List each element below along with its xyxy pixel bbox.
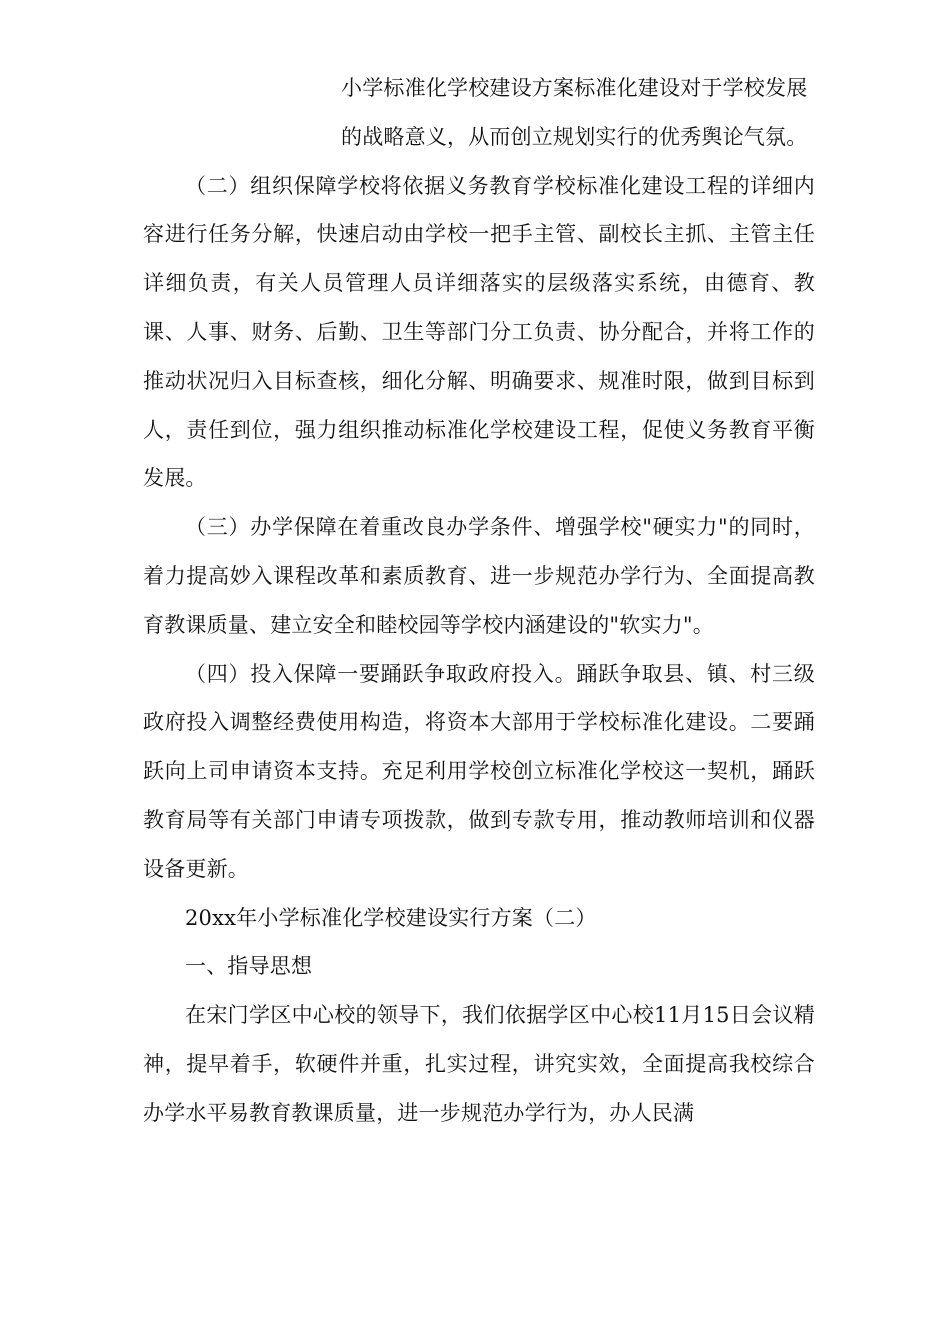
intro-paragraph: 小学标准化学校建设方案标准化建设对于学校发展的战略意义，从而创立规划实行的优秀舆论气氛。 <box>341 76 808 149</box>
document-body <box>143 64 815 1138</box>
school-running-guarantee-paragraph: （三）办学保障在着重改良办学条件、增强学校"硬实力"的同时，着力提高妙入课程改革和素质教育、进一步规范办学行为、全面提高教育教课质量、建立安全和睦校园等学校内涵建设的"软实力"。 <box>143 515 815 637</box>
guiding-thought-paragraph: 在宋门学区中心校的领导下，我们依据学区中心校11月15日会议精神，提早着手，软硬件并重，扎实过程，讲究实效，全面提高我校综合办学水平易教育教课质量，进一步规范办学行为，办人民满 <box>143 1003 815 1125</box>
guiding-thought-heading: 一、指导思想 <box>185 954 313 979</box>
plan-two-title: 20xx年小学标准化学校建设实行方案（二） <box>185 905 597 930</box>
organization-guarantee-paragraph: （二）组织保障学校将依据义务教育学校标准化建设工程的详细内容进行任务分解，快速启动由学校一把手主管、副校长主抓、主管主任详细负责，有关人员管理人员详细落实的层级落实系统，由德育、教课、人事、财务、后勤、卫生等部门分工负责、协分配合，并将工作的推动状况归入目标查核，细化分解、明确要求、规准时限，做到目标到人，责任到位，强力组织推动标准化学校建设工程，促使义务教育平衡发展。 <box>143 173 815 491</box>
investment-guarantee-paragraph: （四）投入保障一要踊跃争取政府投入。踊跃争取县、镇、村三级政府投入调整经费使用构造，将资本大部用于学校标准化建设。二要踊跃向上司申请资本支持。充足利用学校创立标准化学校这一契机，踊跃教育局等有关部门申请专项拨款，做到专款专用，推动教师培训和仪器设备更新。 <box>143 661 815 881</box>
